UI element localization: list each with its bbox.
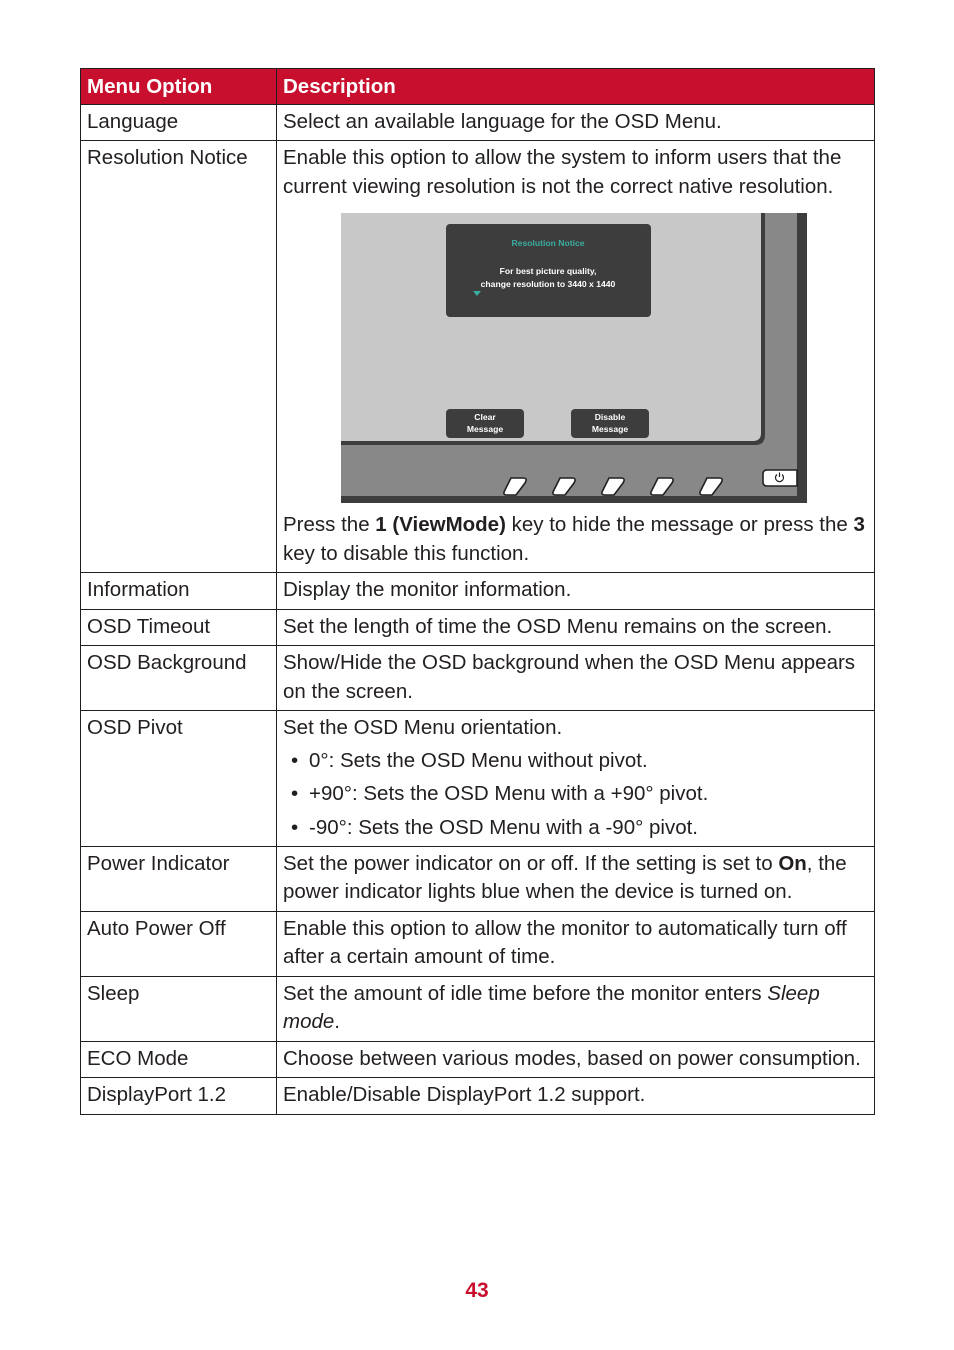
description-text: . — [334, 1010, 340, 1033]
row-option: OSD Timeout — [81, 609, 277, 646]
row-description: Enable this option to allow the system to inform users that the current viewing resolution is not the correct native resolution. — [283, 146, 842, 198]
table-row — [81, 1078, 875, 1115]
note-text: key to hide the message or press the — [505, 513, 854, 536]
osd-menu-table — [80, 68, 875, 1115]
disable-message-line1: Disable — [594, 412, 626, 422]
table-header-row — [81, 69, 875, 105]
description-text: Set the power indicator on or off. If the setting is set to — [283, 851, 779, 875]
row-description: Show/Hide the OSD background when the OSD Menu appears on the screen. — [277, 646, 875, 711]
list-item: • -90°: Sets the OSD Menu with a -90° pivot. — [283, 814, 868, 842]
note-text: Press the — [283, 513, 376, 536]
table-row — [81, 646, 875, 711]
row-description — [277, 846, 875, 911]
power-button[interactable] — [763, 470, 797, 486]
row-option: Resolution Notice — [81, 141, 277, 573]
row-description: Choose between various modes, based on power consumption. — [277, 1041, 875, 1078]
row-option: Language — [81, 104, 277, 141]
row-description: Enable/Disable DisplayPort 1.2 support. — [277, 1078, 875, 1115]
table-row — [81, 846, 875, 911]
resolution-notice-note — [283, 511, 868, 568]
monitor-drawing — [341, 213, 807, 503]
page-number: 43 — [465, 1279, 489, 1302]
note-text: key to disable this function. — [283, 541, 530, 565]
resolution-notice-figure — [283, 201, 868, 511]
table-row — [81, 609, 875, 646]
row-option: OSD Pivot — [81, 711, 277, 847]
table-row — [81, 141, 875, 573]
row-description: Set the OSD Menu orientation. — [283, 716, 563, 739]
row-option: Auto Power Off — [81, 911, 277, 976]
row-option: Sleep — [81, 976, 277, 1041]
setting-on-label: On — [778, 851, 807, 875]
row-option: DisplayPort 1.2 — [81, 1078, 277, 1115]
table-row — [81, 573, 875, 610]
description-text: Set the amount of idle time before the monitor enters — [283, 981, 768, 1005]
header-menu-option: Menu Option — [81, 69, 277, 105]
row-description: Set the length of time the OSD Menu remains on the screen. — [277, 609, 875, 646]
clear-message-line2: Message — [466, 424, 504, 434]
table-row — [81, 711, 875, 847]
disable-message-line2: Message — [591, 424, 629, 434]
table-row — [81, 976, 875, 1041]
row-description-cell — [277, 711, 875, 847]
sleep-mode-term: Sleep mode — [283, 981, 820, 1033]
osd-notice-line2: change resolution to 3440 x 1440 — [480, 279, 616, 289]
row-option: Power Indicator — [81, 846, 277, 911]
table-row — [81, 911, 875, 976]
row-option: Information — [81, 573, 277, 610]
list-item: • 0°: Sets the OSD Menu without pivot. — [283, 747, 868, 775]
row-option: OSD Background — [81, 646, 277, 711]
note-key-3: 3 — [853, 513, 865, 536]
row-description: Select an available language for the OSD Menu. — [277, 104, 875, 141]
osd-notice-line1: For best picture quality, — [499, 266, 597, 276]
description-text: , the power indicator lights blue when the device is turned on. — [283, 851, 847, 903]
row-description: Display the monitor information. — [277, 573, 875, 610]
row-description: Enable this option to allow the monitor to automatically turn off after a certain amount of time. — [277, 911, 875, 976]
table-row — [81, 104, 875, 141]
row-option: ECO Mode — [81, 1041, 277, 1078]
pivot-options-list — [283, 747, 868, 842]
note-key-viewmode: 1 (ViewMode) — [375, 513, 506, 536]
header-description: Description — [277, 69, 875, 105]
table-row — [81, 1041, 875, 1078]
row-description-cell — [277, 141, 875, 573]
monitor-illustration — [341, 213, 807, 503]
osd-notice-title: Resolution Notice — [511, 238, 585, 248]
list-item: • +90°: Sets the OSD Menu with a +90° pivot. — [283, 780, 868, 808]
row-description — [277, 976, 875, 1041]
clear-message-line1: Clear — [474, 412, 496, 422]
